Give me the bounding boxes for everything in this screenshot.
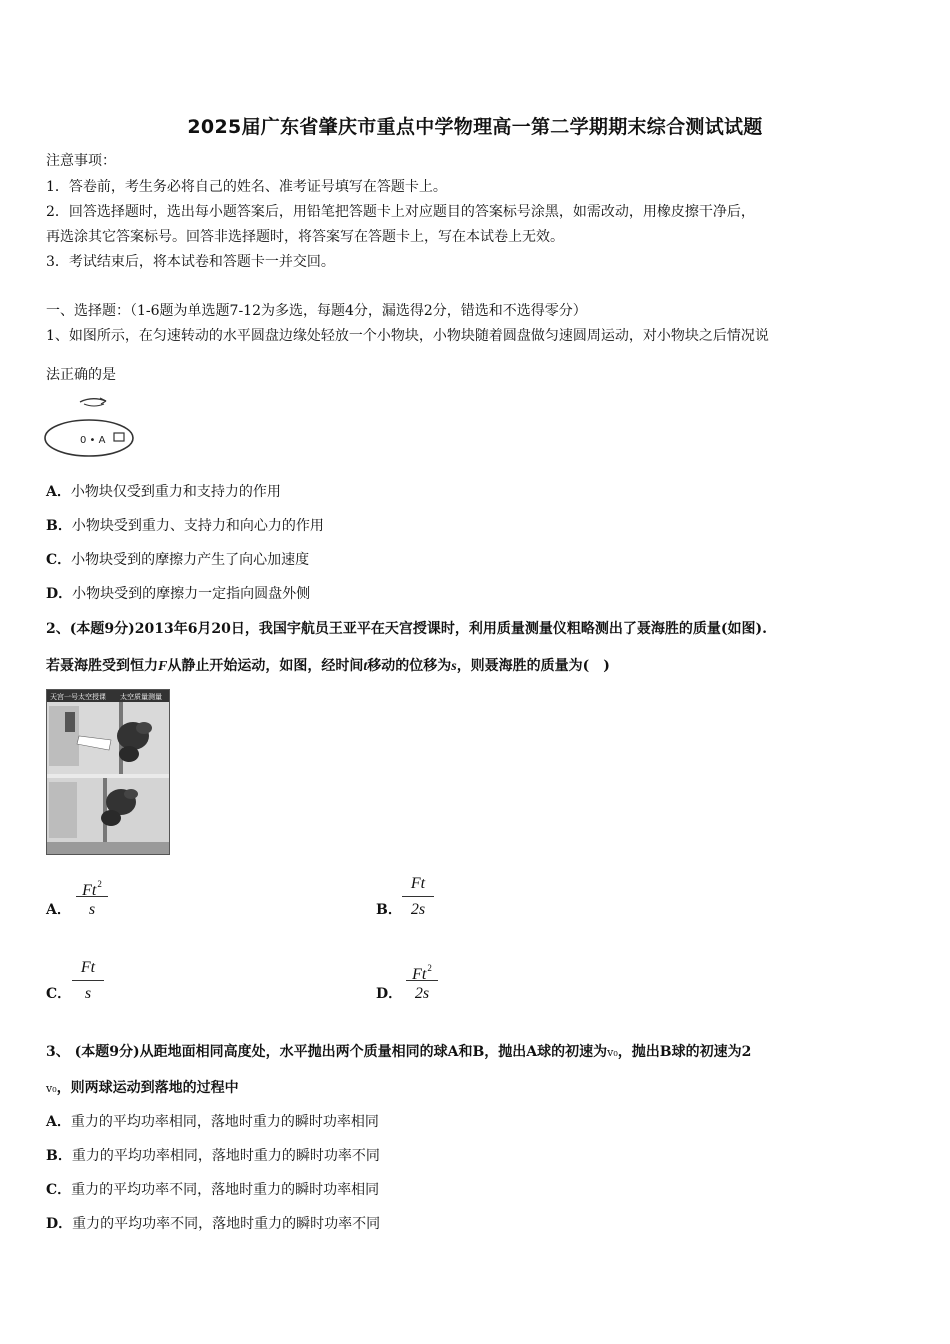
disc-label: 0 • A — [80, 435, 106, 446]
q1-option-d[interactable]: D．小物块受到的摩擦力一定指向圆盘外侧 — [46, 586, 311, 602]
photo-banner-left: 天宫一号太空授课 — [50, 693, 106, 701]
q3-stem-line2: v₀，则两球运动到落地的过程中 — [46, 1080, 239, 1096]
q3-option-c[interactable]: C．重力的平均功率不同，落地时重力的瞬时功率相同 — [46, 1182, 380, 1198]
photo-banner-right: 太空质量测量 — [120, 693, 162, 701]
astronaut-photo-illustration — [47, 690, 169, 854]
notice-item-2-cont: 再选涂其它答案标号。回答非选择题时，将答案写在答题卡上，写在本试卷上无效。 — [46, 229, 564, 245]
q2-option-c-label[interactable]: C． — [46, 986, 72, 1002]
block-shape — [114, 433, 124, 441]
q3-stem-line1: 3、 (本题9分)从距地面相同高度处，水平抛出两个质量相同的球A和B，抛出A球的初速为v₀，抛出B球的初速为2 — [46, 1044, 752, 1060]
q2-photo — [46, 689, 170, 855]
section-heading: 一、选择题：（1-6题为单选题7-12为多选，每题4分，漏选得2分，错选和不选得零分） — [46, 303, 587, 319]
q1-option-c[interactable]: C．小物块受到的摩擦力产生了向心加速度 — [46, 552, 310, 568]
q2-option-d-label[interactable]: D． — [376, 986, 403, 1002]
notice-item-2: 2．回答选择题时，选出每小题答案后，用铅笔把答题卡上对应题目的答案标号涂黑，如需改动，用橡皮擦干净后， — [46, 204, 755, 220]
notice-heading: 注意事项： — [46, 153, 116, 169]
q2-option-b-fraction[interactable]: Ft 2s — [400, 874, 436, 920]
q1-stem-line2: 法正确的是 — [46, 367, 116, 383]
q1-option-a[interactable]: A．小物块仅受到重力和支持力的作用 — [46, 484, 281, 500]
q1-stem-line1: 1、如图所示，在匀速转动的水平圆盘边缘处轻放一个小物块，小物块随着圆盘做匀速圆周运动，对小物块之后情况说 — [46, 328, 769, 344]
rotation-arrow-icon — [80, 398, 106, 406]
notice-item-3: 3．考试结束后，将本试卷和答题卡一并交回。 — [46, 254, 335, 270]
q3-option-b[interactable]: B．重力的平均功率相同，落地时重力的瞬时功率不同 — [46, 1148, 380, 1164]
q2-option-c-fraction[interactable]: Ft s — [70, 958, 106, 1004]
q2-option-d-fraction[interactable]: Ft$^2$ 2s — [404, 958, 440, 1004]
q2-stem-line2: 若聂海胜受到恒力F从静止开始运动，如图，经时间t移动的位移为s，则聂海胜的质量为( ) — [46, 658, 610, 674]
q2-option-b-label[interactable]: B． — [376, 902, 402, 918]
q2-option-a-fraction[interactable]: Ft$^2$ s — [74, 874, 110, 920]
q1-disc-figure — [44, 392, 140, 462]
q3-option-d[interactable]: D．重力的平均功率不同，落地时重力的瞬时功率不同 — [46, 1216, 381, 1232]
q3-option-a[interactable]: A．重力的平均功率相同，落地时重力的瞬时功率相同 — [46, 1114, 379, 1130]
q1-option-b[interactable]: B．小物块受到重力、支持力和向心力的作用 — [46, 518, 324, 534]
notice-item-1: 1．答卷前，考生务必将自己的姓名、准考证号填写在答题卡上。 — [46, 179, 447, 195]
q2-option-a-label[interactable]: A． — [46, 902, 71, 918]
q2-stem-line1: 2、(本题9分)2013年6月20日，我国宇航员王亚平在天宫授课时，利用质量测量仪粗略测出了聂海胜的质量(如图). — [46, 621, 768, 637]
page-title: 2025届广东省肇庆市重点中学物理高一第二学期期末综合测试试题 — [187, 116, 763, 138]
